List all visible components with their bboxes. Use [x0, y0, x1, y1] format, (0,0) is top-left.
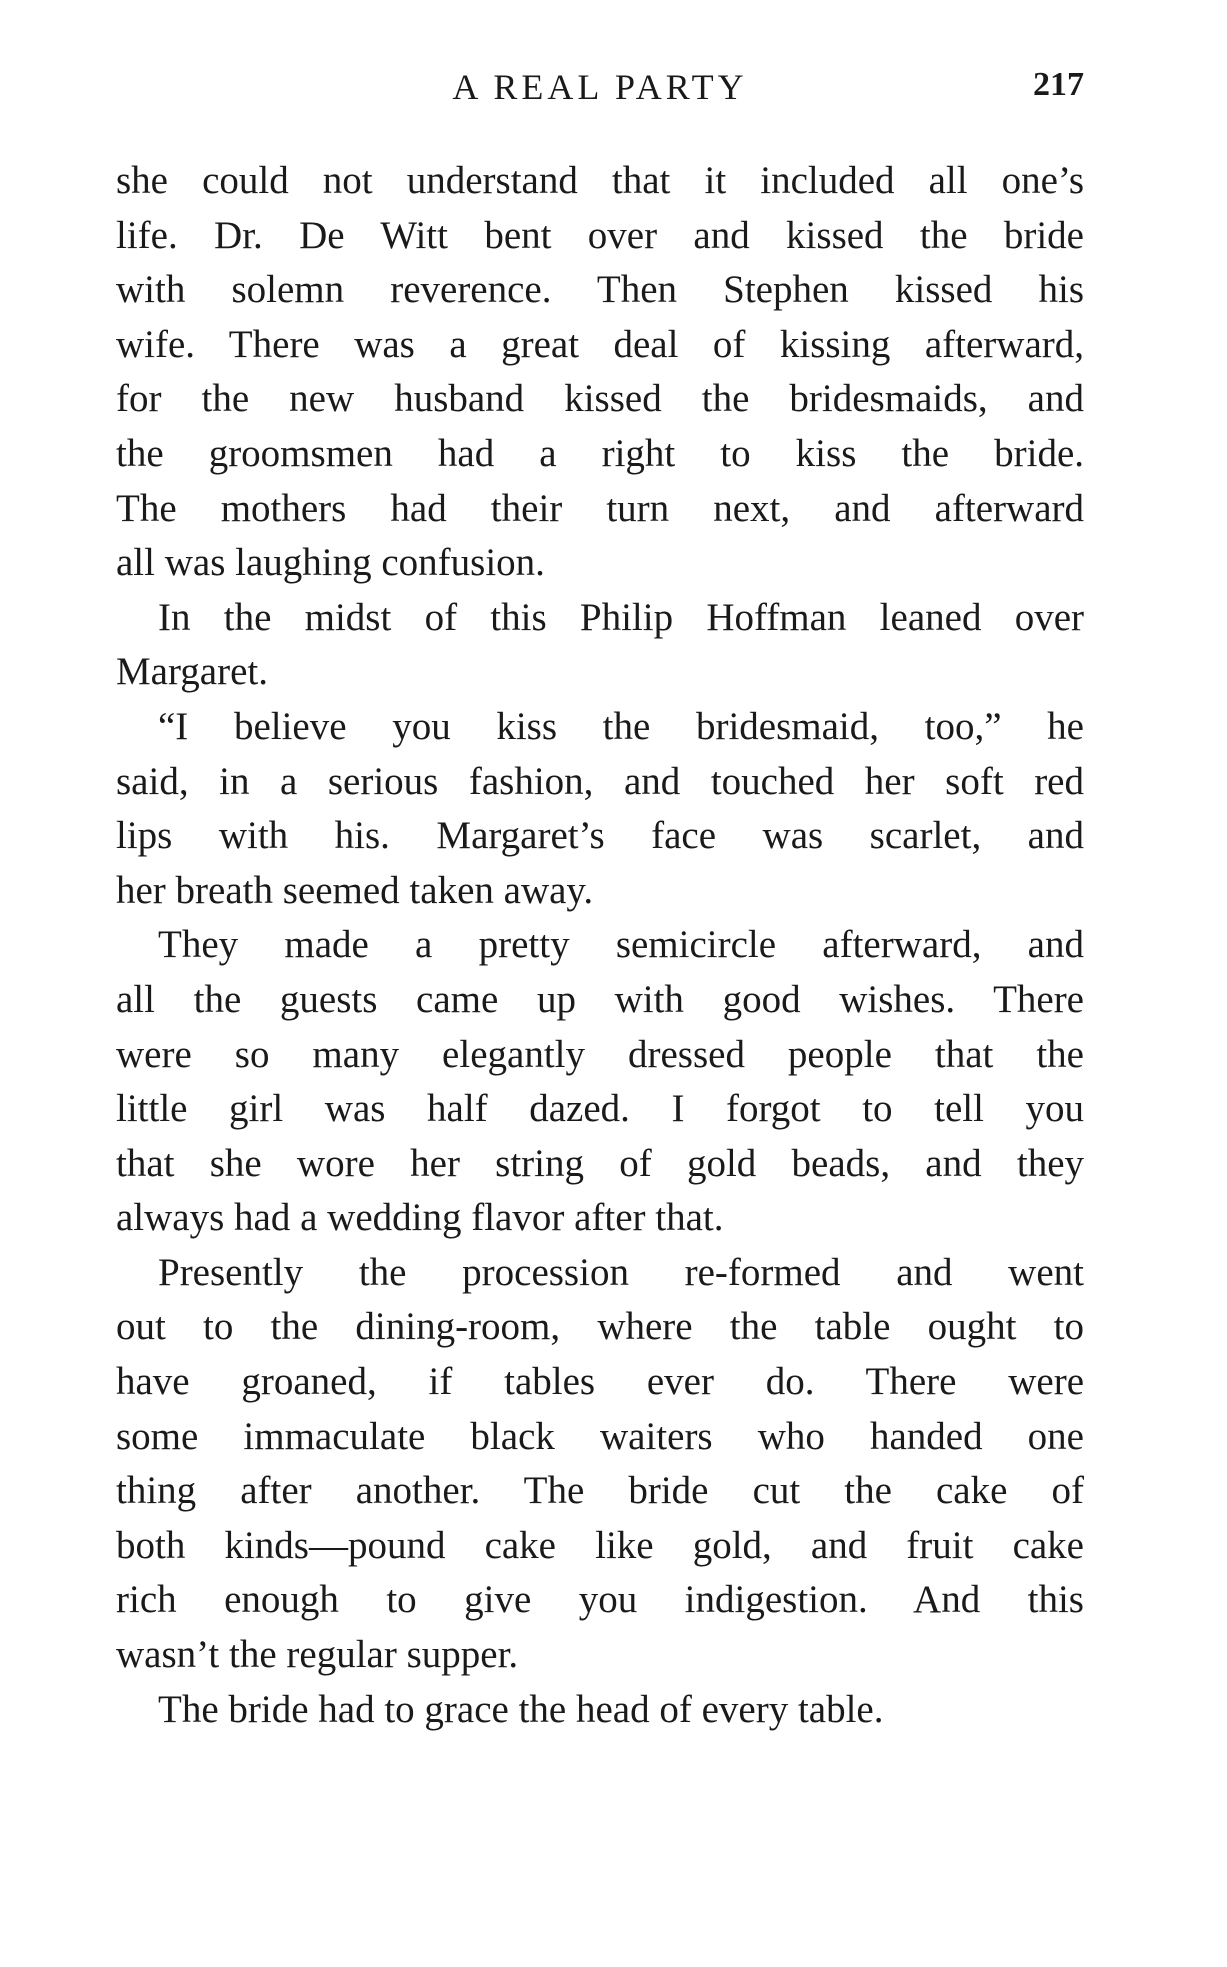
- paragraph: [116, 918, 1084, 1246]
- text-line: They made a pretty semicircle afterward, and: [158, 923, 1084, 967]
- text-line: both kinds—pound cake like gold, and fruit cake: [116, 1523, 1084, 1567]
- text-line: all was laughing confusion.: [116, 541, 545, 585]
- text-line: “I believe you kiss the bridesmaid, too,” he: [158, 704, 1084, 748]
- text-line: life. Dr. De Witt bent over and kissed the bride: [116, 213, 1084, 257]
- text-line: for the new husband kissed the bridesmaids, and: [116, 377, 1084, 421]
- running-title: A REAL PARTY: [452, 67, 748, 107]
- text-line: wasn’t the regular supper.: [116, 1633, 519, 1677]
- text-line: wife. There was a great deal of kissing afterward,: [116, 322, 1084, 366]
- text-line: were so many elegantly dressed people that the: [116, 1032, 1084, 1076]
- text-line: she could not understand that it included all one’s: [116, 159, 1084, 202]
- text-line: little girl was half dazed. I forgot to tell you: [116, 1087, 1084, 1131]
- paragraph: [116, 700, 1084, 918]
- text-line: always had a wedding flavor after that.: [116, 1196, 724, 1240]
- text-line: rich enough to give you indigestion. And this: [116, 1578, 1084, 1622]
- text-line: Margaret.: [116, 650, 268, 694]
- paragraph: [116, 591, 1084, 700]
- text-line: out to the dining-room, where the table ought to: [116, 1305, 1084, 1349]
- running-head: [116, 66, 1084, 116]
- text-line: with solemn reverence. Then Stephen kissed his: [116, 268, 1084, 312]
- paragraph: [116, 154, 1084, 591]
- text-line: some immaculate black waiters who handed one: [116, 1414, 1084, 1458]
- text-line: her breath seemed taken away.: [116, 868, 594, 912]
- text-line: In the midst of this Philip Hoffman leaned over: [158, 595, 1084, 639]
- paragraph: [116, 1683, 1084, 1738]
- page-number: 217: [1033, 66, 1084, 103]
- text-line: lips with his. Margaret’s face was scarlet, and: [116, 814, 1084, 858]
- text-line: The bride had to grace the head of every table.: [158, 1687, 884, 1731]
- text-line: that she wore her string of gold beads, and they: [116, 1141, 1084, 1185]
- text-line: said, in a serious fashion, and touched her soft red: [116, 759, 1084, 803]
- body-text: [116, 154, 1084, 1737]
- text-line: Presently the procession re-formed and went: [158, 1250, 1084, 1294]
- text-line: all the guests came up with good wishes. There: [116, 977, 1084, 1021]
- text-line: have groaned, if tables ever do. There were: [116, 1360, 1084, 1404]
- text-line: the groomsmen had a right to kiss the bride.: [116, 431, 1084, 475]
- text-line: thing after another. The bride cut the cake of: [116, 1469, 1084, 1513]
- paragraph: [116, 1246, 1084, 1683]
- text-line: The mothers had their turn next, and afterward: [116, 486, 1084, 530]
